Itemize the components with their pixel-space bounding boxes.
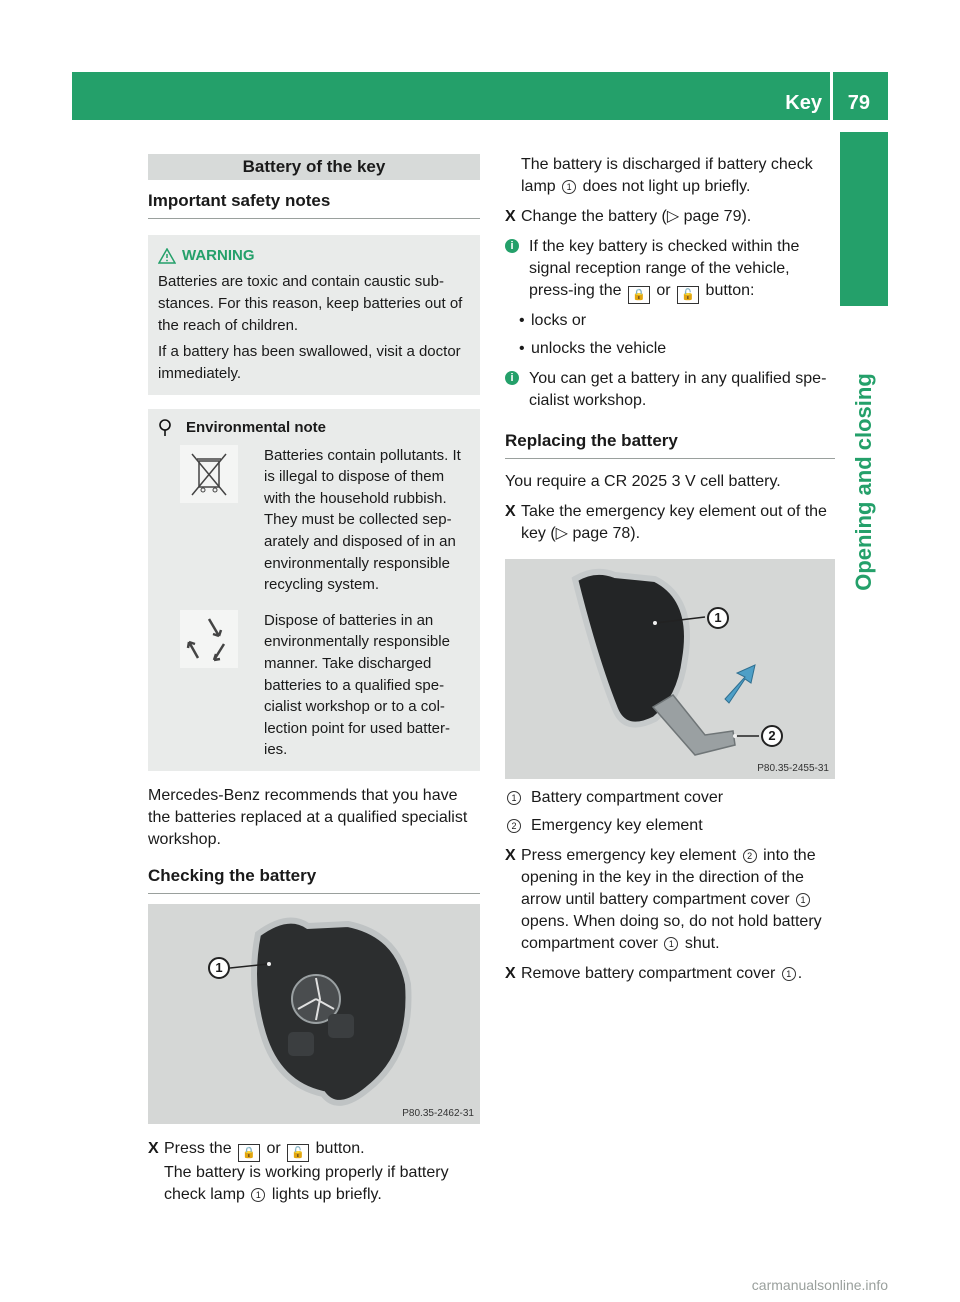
callout-2: 2 <box>761 725 783 747</box>
unlock-button-icon: 🔓 <box>677 286 699 304</box>
legend-item: 1 Battery compartment cover <box>505 787 835 809</box>
env-row-2 <box>158 610 470 761</box>
side-label: Opening and closing <box>851 373 876 591</box>
left-column <box>148 154 480 1206</box>
header-divider <box>830 72 833 120</box>
lightbulb-icon <box>158 419 172 437</box>
warning-text-2: If a battery has been swallowed, visit a doctor immediately. <box>158 343 461 382</box>
environmental-title: Environmental note <box>158 417 470 439</box>
legend-item: 2 Emergency key element <box>505 815 835 837</box>
info-icon: i <box>505 239 519 253</box>
replacing-heading: Replacing the battery <box>505 430 835 459</box>
page-number: 79 <box>847 92 870 114</box>
ref-1: 1 <box>251 1188 265 1202</box>
lock-button-icon: 🔒 <box>628 286 650 304</box>
right-column <box>505 154 835 985</box>
info-workshop: i You can get a battery in any qualified spe-cialist workshop. <box>505 368 835 412</box>
env-text-1: Batteries contain pollutants. It is illegal to dispose of them with the household rubbish. They must be collected sep-arately and disposed of in an environmentally responsible recycling system. <box>264 446 461 594</box>
warning-title: WARNING <box>158 245 470 267</box>
crossed-bin-icon <box>180 445 238 503</box>
unlock-button-icon: 🔓 <box>287 1144 309 1162</box>
page-ref-icon: ▷ <box>555 525 568 542</box>
side-tab <box>840 132 888 306</box>
lock-button-icon: 🔒 <box>238 1144 260 1162</box>
warning-box <box>148 235 480 395</box>
info-reception: i If the key battery is checked within the signal reception range of the vehicle, press-ing the 🔒 or 🔓 button: <box>505 236 835 304</box>
bullet-item: • unlocks the vehicle <box>519 340 667 357</box>
step-press-button: X Press the 🔒 or 🔓 button. The battery is working properly if battery check lamp 1 lights up briefly. <box>148 1138 480 1206</box>
warning-triangle-icon <box>158 248 176 264</box>
info-icon: i <box>505 371 519 385</box>
key-illustration <box>148 904 480 1124</box>
step-marker: X <box>148 1139 159 1157</box>
callout-1: 1 <box>707 607 729 629</box>
require-text: You require a CR 2025 3 V cell battery. <box>505 473 781 490</box>
checking-heading: Checking the battery <box>148 865 480 894</box>
key-open-photo <box>505 559 835 779</box>
environmental-box <box>148 409 480 771</box>
section-title: Battery of the key <box>148 154 480 180</box>
callout-1: 1 <box>208 957 230 979</box>
discharged-text: The battery is discharged if battery check lamp 1 does not light up briefly. <box>521 156 813 195</box>
key-photo <box>148 904 480 1124</box>
key-open-illustration <box>505 559 835 779</box>
recommendation-text: Mercedes-Benz recommends that you have the batteries replaced at a qualified specialist workshop. <box>148 786 468 848</box>
warning-text-1: Batteries are toxic and contain caustic sub-stances. For this reason, keep batteries out of the reach of children. <box>158 273 463 334</box>
step-remove-cover: X Remove battery compartment cover 1 . <box>505 965 803 982</box>
photo-code: P80.35-2462-31 <box>402 1107 474 1119</box>
page-ref-icon: ▷ <box>666 208 680 225</box>
watermark: carmanualsonline.info <box>751 1277 888 1293</box>
ref-1: 1 <box>562 180 576 194</box>
chapter-title: Key <box>785 92 822 114</box>
env-row-1 <box>158 445 470 596</box>
photo-code: P80.35-2455-31 <box>757 763 829 774</box>
safety-heading: Important safety notes <box>148 190 480 219</box>
env-text-2: Dispose of batteries in an environmentally responsible manner. Take discharged batteries to a qualified spe-cialist workshop or to a col-lection point for used batter-ies. <box>264 611 450 759</box>
step-take-key: X Take the emergency key element out of the key (▷ page 78). <box>505 503 827 542</box>
header-bar <box>72 72 888 120</box>
step-press-emergency-key: X Press emergency key element 2 into the opening in the key in the direction of the arrow until battery compartment cover 1 opens. When doing so, do not hold battery compartment cover 1 shut. <box>505 847 822 952</box>
bullet-item: • locks or <box>519 312 587 329</box>
step-change-battery: X Change the battery (▷ page 79). <box>505 208 752 225</box>
recycle-icon <box>180 610 238 668</box>
